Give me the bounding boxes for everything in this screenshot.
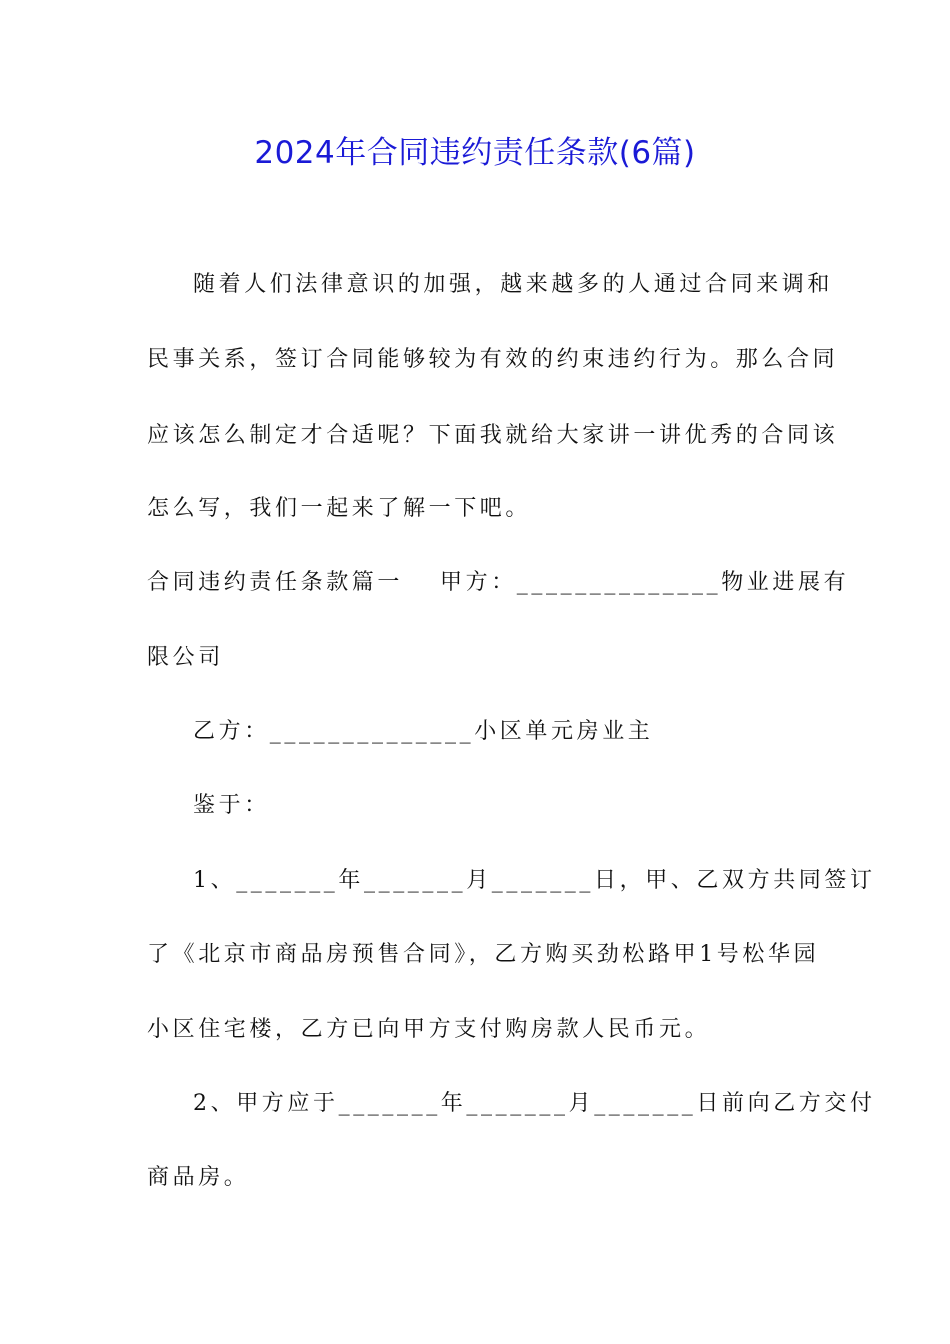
clause-1-line: 小区住宅楼，乙方已向甲方支付购房款人民币元。 bbox=[147, 1017, 711, 1042]
paragraph-line: 怎么写，我们一起来了解一下吧。 bbox=[147, 496, 532, 521]
party-a-line-continued: 限公司 bbox=[147, 645, 224, 670]
clause-1-line: 了《北京市商品房预售合同》，乙方购买劲松路甲1号松华园 bbox=[147, 942, 820, 967]
paragraph-line: 应该怎么制定才合适呢？下面我就给大家讲一讲优秀的合同该 bbox=[147, 423, 839, 448]
section-heading: 合同违约责任条款篇一 bbox=[147, 570, 404, 595]
clause-2-line: 2、甲方应于_______年_______月_______日前向乙方交付 bbox=[193, 1091, 876, 1116]
document-title: 2024年合同违约责任条款(6篇) bbox=[254, 135, 696, 171]
paragraph-line: 随着人们法律意识的加强，越来越多的人通过合同来调和 bbox=[193, 272, 834, 297]
party-b-line: 乙方：______________小区单元房业主 bbox=[193, 719, 654, 744]
party-a-line: 甲方：______________物业进展有 bbox=[440, 570, 850, 595]
clause-1-line: 1、_______年_______月_______日，甲、乙双方共同签订 bbox=[193, 868, 876, 893]
whereas-label: 鉴于： bbox=[193, 793, 270, 818]
clause-2-line: 商品房。 bbox=[147, 1165, 250, 1190]
paragraph-line: 民事关系，签订合同能够较为有效的约束违约行为。那么合同 bbox=[147, 347, 839, 372]
